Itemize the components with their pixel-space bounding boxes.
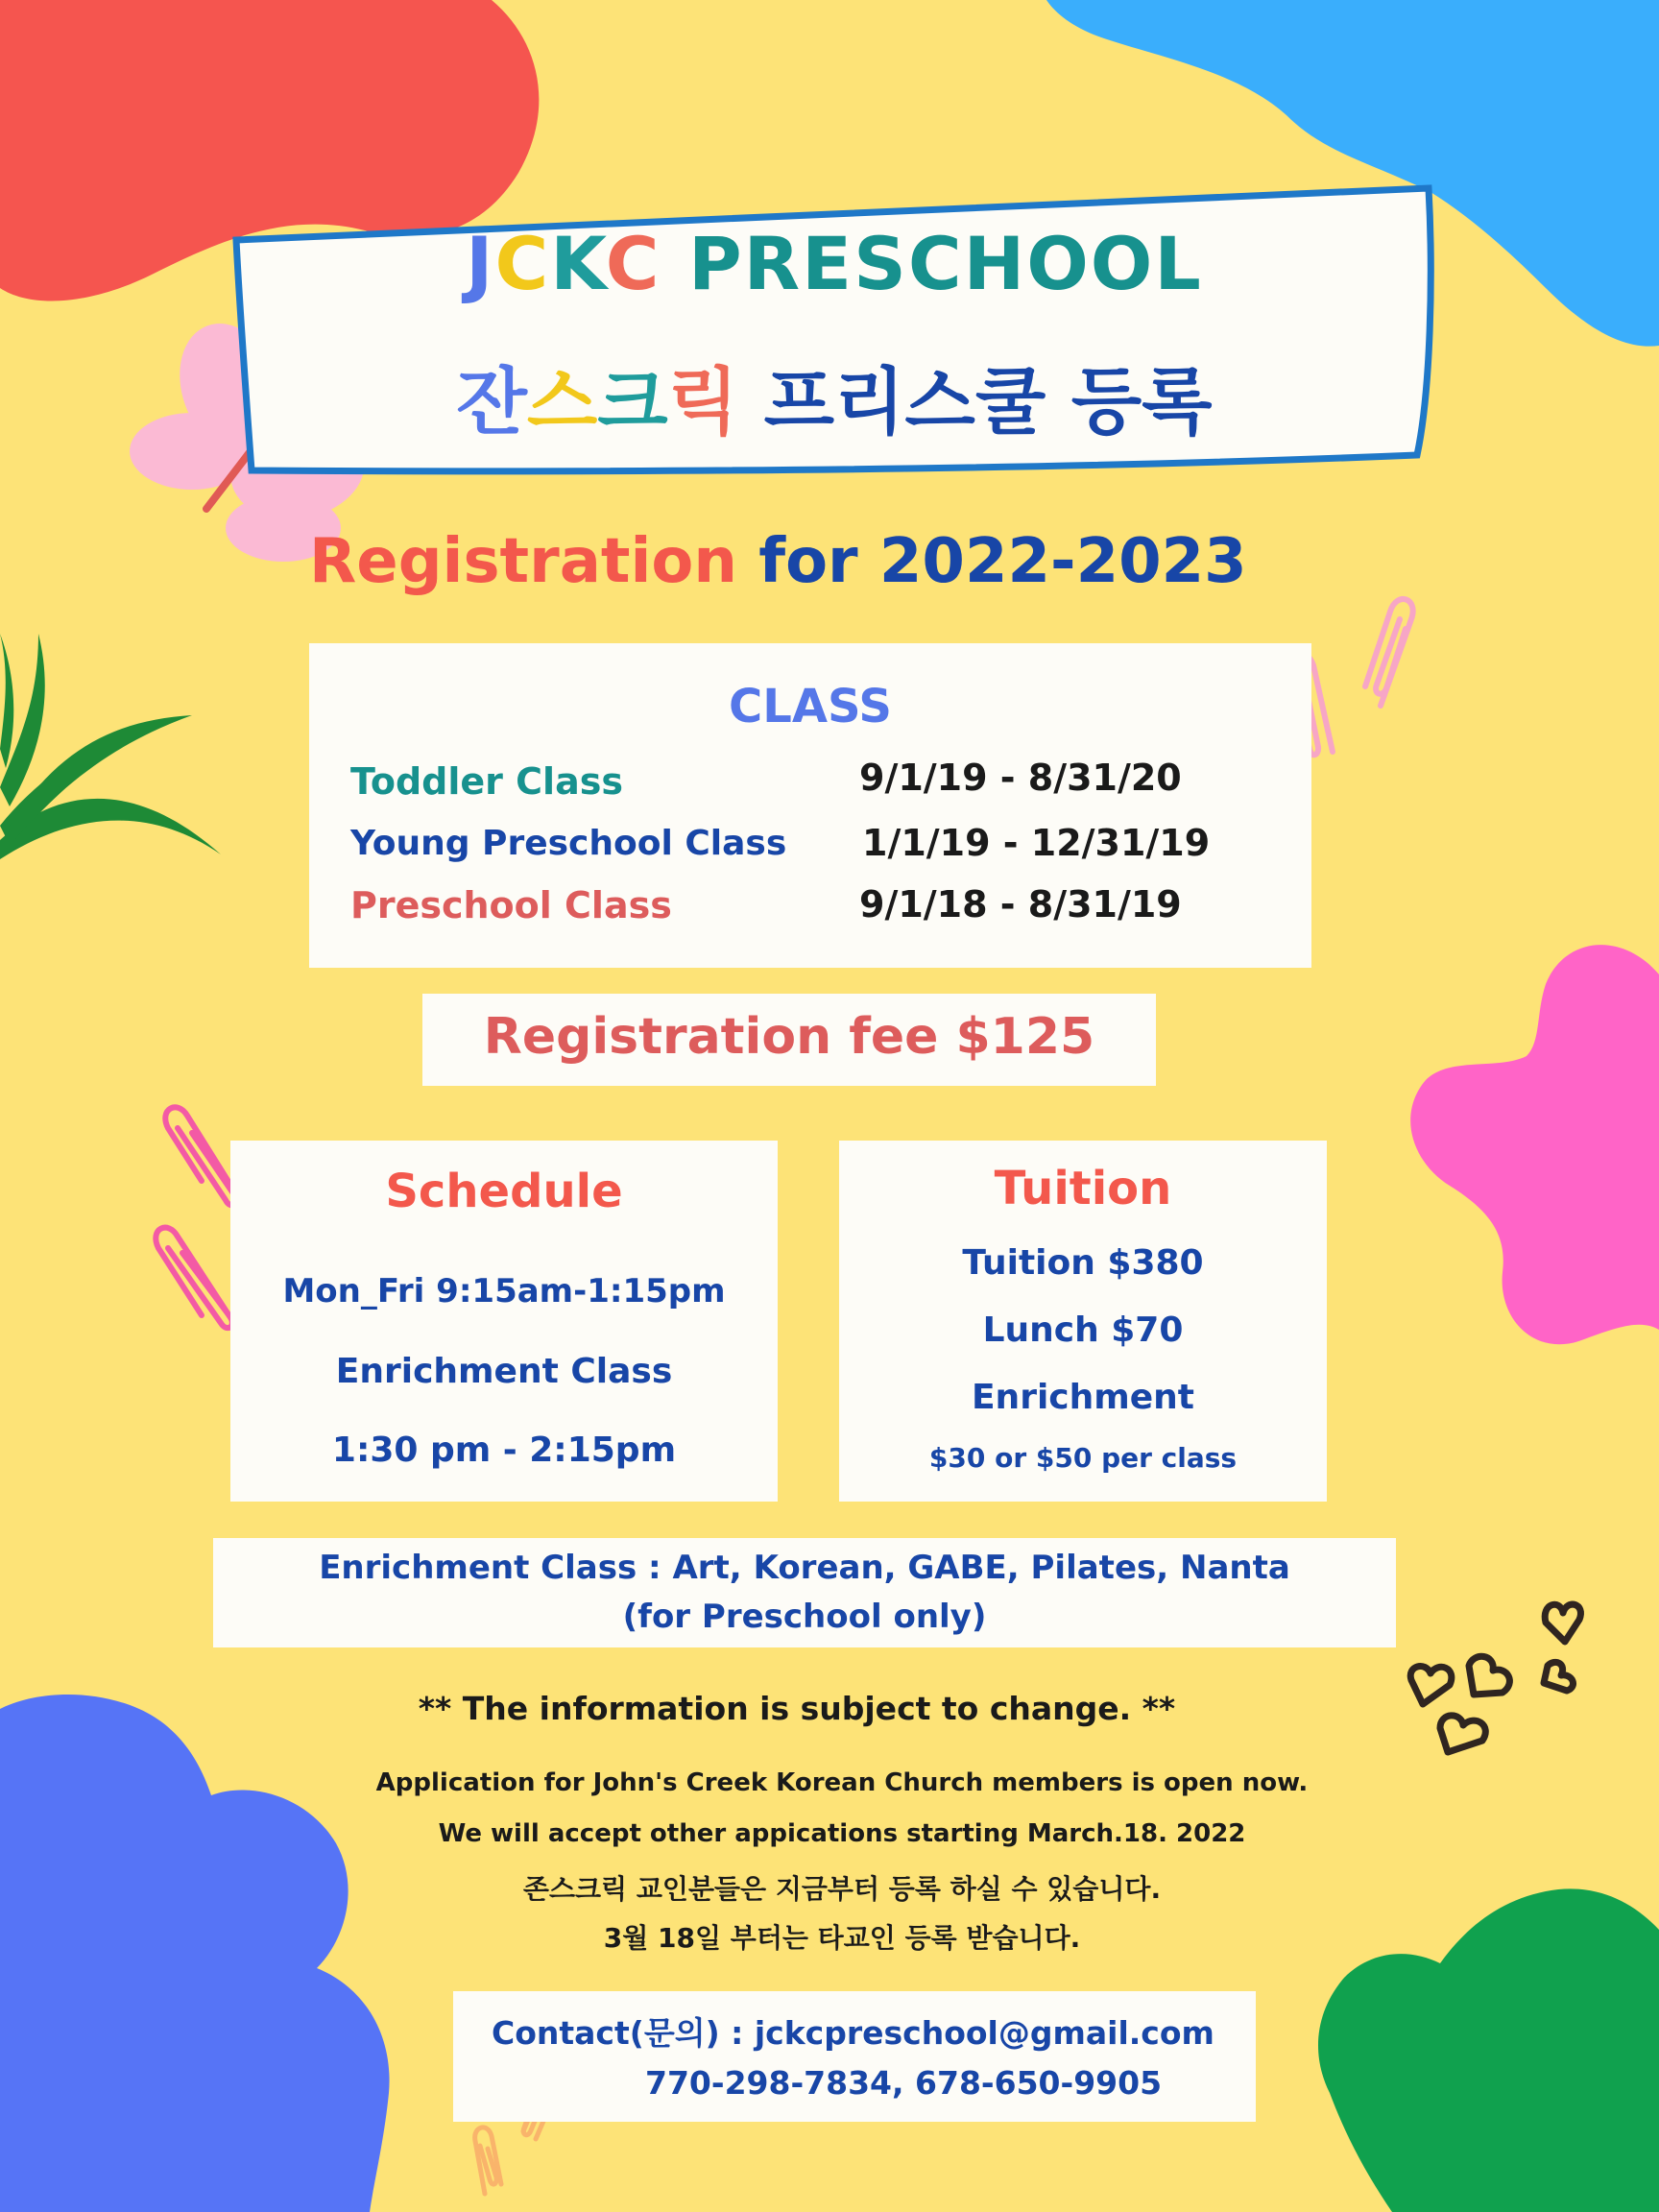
lunch-amount: Lunch $70 xyxy=(982,1310,1184,1350)
class-name-young-preschool: Young Preschool Class xyxy=(350,824,787,863)
application-note-line-2: We will accept other appications starting March.18. 2022 xyxy=(438,1819,1246,1848)
title-letter-j: J xyxy=(466,221,495,306)
schedule-enrichment-time: 1:30 pm - 2:15pm xyxy=(331,1431,677,1470)
korean-title-part-2: 스 xyxy=(526,359,598,445)
enrichment-classes-list: Enrichment Class : Art, Korean, GABE, Pilates, Nanta xyxy=(319,1549,1290,1587)
class-dates-toddler: 9/1/19 - 8/31/20 xyxy=(859,757,1182,799)
leaf-plant-icon xyxy=(0,634,230,874)
pink-flower-right xyxy=(1402,936,1659,1368)
tuition-amount: Tuition $380 xyxy=(962,1243,1204,1283)
title-word-preschool: PRESCHOOL xyxy=(661,221,1203,306)
class-heading: CLASS xyxy=(729,680,892,733)
class-name-toddler: Toddler Class xyxy=(350,760,623,803)
korean-title-part-3: 크 xyxy=(597,359,668,445)
korean-title-part-4: 릭 xyxy=(667,359,739,445)
tuition-heading: Tuition xyxy=(994,1162,1172,1215)
schedule-enrichment-label: Enrichment Class xyxy=(335,1352,673,1391)
application-note-korean-1: 존스크릭 교인분들은 지금부터 등록 하실 수 있습니다. xyxy=(522,1873,1162,1905)
subject-to-change-note: ** The information is subject to change. ** xyxy=(418,1690,1176,1727)
registration-word: Registration xyxy=(309,526,737,597)
registration-fee: Registration fee $125 xyxy=(483,1008,1095,1066)
class-dates-young-preschool: 1/1/19 - 12/31/19 xyxy=(862,822,1211,864)
application-note-korean-2: 3월 18일 부터는 타교인 등록 받습니다. xyxy=(603,1922,1081,1954)
title-letter-k: K xyxy=(550,221,606,306)
schedule-heading: Schedule xyxy=(385,1165,623,1218)
korean-title-part-5: 프리스쿨 등록 xyxy=(738,359,1213,445)
preschool-title xyxy=(228,221,1440,306)
class-name-preschool: Preschool Class xyxy=(350,884,672,926)
contact-email: Contact(문의) : jckcpreschool@gmail.com xyxy=(492,2014,1214,2052)
title-letter-c2: C xyxy=(605,221,661,306)
registration-heading xyxy=(309,526,1247,597)
korean-title-part-1: 잔 xyxy=(456,359,527,445)
enrichment-classes-note: (for Preschool only) xyxy=(622,1598,987,1636)
application-note-line-1: Application for John's Creek Korean Church members is open now. xyxy=(375,1768,1309,1797)
schedule-hours: Mon_Fri 9:15am-1:15pm xyxy=(282,1272,726,1310)
korean-title xyxy=(228,344,1440,448)
class-dates-preschool: 9/1/18 - 8/31/19 xyxy=(859,883,1182,926)
enrichment-label: Enrichment xyxy=(971,1378,1195,1417)
enrichment-price: $30 or $50 per class xyxy=(928,1442,1238,1474)
contact-phone: 770-298-7834, 678-650-9905 xyxy=(645,2064,1163,2102)
registration-year: for 2022-2023 xyxy=(758,526,1247,597)
title-letter-c1: C xyxy=(494,221,551,306)
